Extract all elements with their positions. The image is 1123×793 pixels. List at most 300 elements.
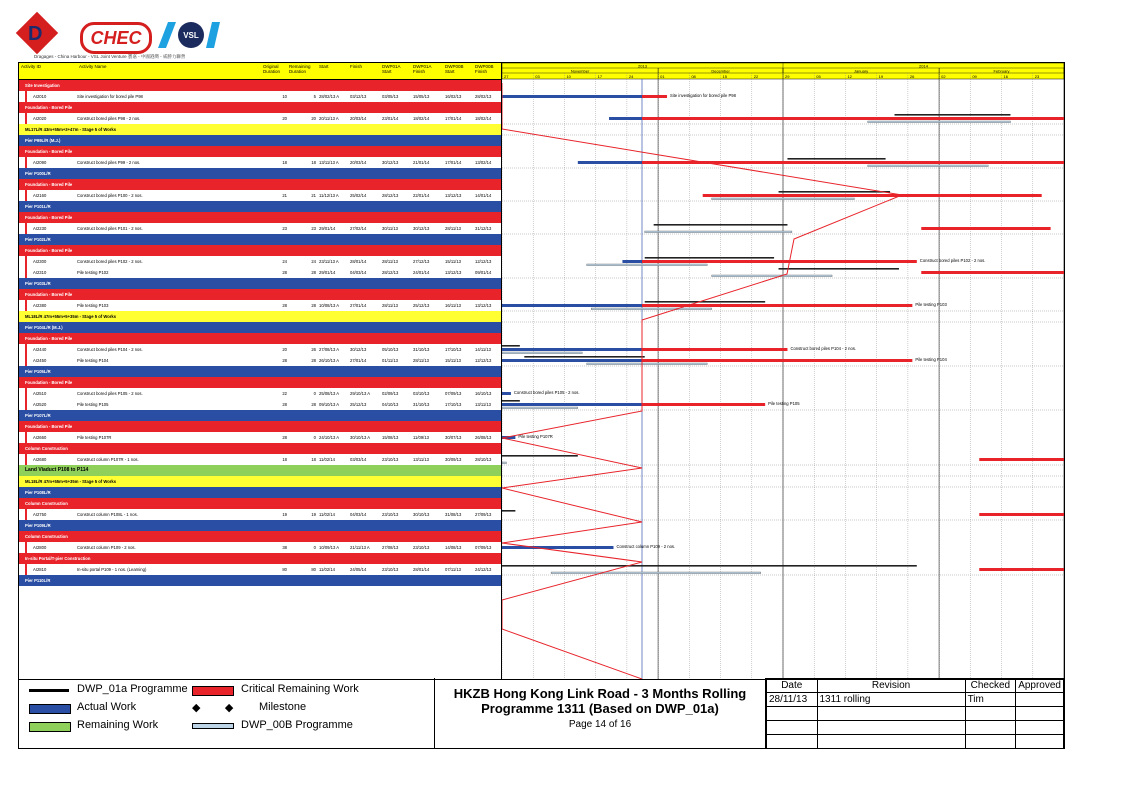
rev-header-revision: Revision (817, 679, 965, 693)
year-label: 2014 (919, 63, 928, 69)
cell-name: Construct column P108L - 1 nos. (77, 512, 138, 517)
section-band: Foundation - Bored Pile (19, 245, 501, 256)
cell-f2: 18/02/14 (475, 116, 492, 121)
critical-bar (979, 513, 1064, 516)
section-band: ML18L/R 47m+55m+5+35m - Stage 5 of Works (19, 311, 501, 322)
cell-s2: 07/11/13 (445, 567, 461, 572)
week-label: 29 (785, 73, 790, 79)
cell-rd: 80 (311, 567, 316, 572)
cell-f: 04/03/14 (350, 512, 367, 517)
cell-rd: 20 (311, 116, 316, 121)
table-header (19, 63, 501, 80)
cell-s2: 16/11/13 (445, 303, 461, 308)
cell-id: AI2450 (33, 358, 47, 363)
cell-name: In-situ portal P109 - 1 nos. (Learning) (77, 567, 147, 572)
cell-s1: 23/10/13 (382, 457, 399, 462)
section-band: Pier P110L/R (19, 575, 501, 586)
col-orig-dur: Original Duration (263, 64, 281, 74)
cell-f1: 18/02/14 (413, 116, 430, 121)
bar-label: Pile testing P105 (768, 401, 800, 406)
table-row (19, 267, 501, 278)
dwp00b-bar (712, 198, 855, 200)
cell-s: 26/10/13 A (319, 358, 340, 363)
cell-f1: 25/12/13 (413, 303, 430, 308)
cell-f2: 14/11/13 (475, 347, 491, 352)
cell-f1: 23/10/13 (413, 545, 430, 550)
cell-id: AI2440 (33, 347, 47, 352)
table-row (19, 91, 501, 102)
actual-bar (502, 546, 614, 549)
cell-od: 38 (282, 545, 287, 550)
gantt-chart (502, 63, 1064, 679)
cell-f: 30/12/13 (350, 347, 367, 352)
cell-s: 11/12/13 A (319, 193, 339, 198)
section-band: ML17L/R 43m+55m+3+47m - Stage 5 of Works (19, 124, 501, 135)
cell-s2: 16/02/13 (445, 94, 462, 99)
section-band: Foundation - Bored Pile (19, 289, 501, 300)
section-band: Foundation - Bored Pile (19, 333, 501, 344)
cell-f2: 07/09/13 (475, 545, 492, 550)
cell-f: 03/03/14 (350, 457, 367, 462)
cell-od: 22 (282, 391, 287, 396)
month-label: January (853, 68, 869, 74)
rev-header-approved: Approved (1016, 679, 1064, 693)
section-band: Foundation - Bored Pile (19, 179, 501, 190)
cell-s2: 13/12/13 (445, 193, 462, 198)
section-band: Foundation - Bored Pile (19, 377, 501, 388)
col-start: Start (319, 64, 329, 69)
cell-name: Construct bored piles P104 - 2 nos. (77, 347, 143, 352)
col-activity-name: Activity Name (79, 64, 107, 69)
cell-f2: 26/08/13 (475, 435, 492, 440)
week-label: 09 (972, 73, 977, 79)
table-row (19, 300, 501, 311)
cell-name: Construct bored piles P102 - 2 nos. (77, 259, 143, 264)
cell-s2: 31/08/13 (445, 512, 462, 517)
bar-label: Construct bored piles P104 - 2 nos. (790, 346, 857, 351)
dwp00b-bar (502, 352, 582, 354)
cell-f2: 13/11/13 (475, 402, 491, 407)
critical-bar (642, 95, 667, 98)
legend-dwp00b: DWP_00B Programme (241, 719, 353, 731)
cell-id: AI2020 (33, 116, 47, 121)
cell-rd: 0 (313, 391, 316, 396)
table-row (19, 190, 501, 201)
legend-milestone-icon: ◆ ◆ (192, 702, 234, 714)
week-label: 05 (816, 73, 821, 79)
cell-rd: 18 (311, 160, 316, 165)
cell-f: 21/11/13 A (350, 545, 370, 550)
legend-dwp01a: DWP_01a Programme (77, 683, 188, 695)
cell-f: 29/10/13 A (350, 391, 371, 396)
cell-s: 23/11/13 A (319, 259, 339, 264)
cell-f1: 11/09/13 (413, 435, 429, 440)
cell-rd: 28 (311, 303, 316, 308)
cell-f2: 12/12/13 (475, 259, 492, 264)
legend (19, 678, 435, 748)
week-label: 27 (504, 73, 509, 79)
gantt-svg (502, 63, 1064, 679)
cell-f1: 27/12/13 (413, 259, 430, 264)
cell-s1: 28/12/13 (382, 193, 399, 198)
cell-od: 80 (282, 567, 287, 572)
cell-s1: 02/09/13 (382, 391, 399, 396)
table-row (19, 564, 501, 575)
dwp01a-bar (524, 356, 644, 358)
title-line2: Programme 1311 (Based on DWP_01a) (481, 701, 719, 716)
critical-bar (703, 194, 1042, 197)
cell-s1: 05/10/13 (382, 347, 399, 352)
rev-date: 28/11/13 (767, 693, 818, 707)
table-row (19, 113, 501, 124)
cell-f: 30/10/13 A (350, 435, 371, 440)
critical-bar (979, 568, 1064, 571)
cell-s2: 15/11/13 (445, 259, 461, 264)
footer (18, 678, 1065, 749)
actual-bar (502, 304, 642, 307)
page-number: Page 14 of 16 (568, 719, 632, 730)
cell-od: 28 (282, 402, 287, 407)
cell-f1: 13/11/13 (413, 457, 429, 462)
table-row (19, 157, 501, 168)
cell-s1: 01/11/13 (382, 358, 398, 363)
critical-bar (642, 117, 1064, 120)
legend-actual-swatch (29, 704, 71, 714)
cell-s2: 17/10/13 (445, 402, 462, 407)
cell-name: Construct column P109 - 2 nos. (77, 545, 136, 550)
cell-id: AI2800 (33, 545, 47, 550)
cell-f: 25/12/13 (350, 402, 367, 407)
table-row (19, 509, 501, 520)
cell-rd: 28 (311, 270, 316, 275)
cell-name: Site investigation for bored pile P98 (77, 94, 143, 99)
cell-s1: 28/11/13 (382, 259, 398, 264)
cell-f2: 24/12/13 (475, 567, 492, 572)
cell-f: 27/01/14 (350, 358, 367, 363)
cell-s: 27/08/13 A (319, 347, 340, 352)
cell-f1: 21/01/14 (413, 160, 430, 165)
week-label: 23 (1034, 73, 1040, 79)
section-band: Pier P109L/R (19, 520, 501, 531)
cell-rd: 0 (313, 545, 316, 550)
cell-rd: 28 (311, 402, 316, 407)
cell-name: Construct bored piles P98 - 2 nos. (77, 116, 141, 121)
section-band: Foundation - Bored Pile (19, 102, 501, 113)
cell-id: AI2010 (33, 94, 47, 99)
week-label: 19 (878, 73, 884, 79)
cell-id: AI2310 (33, 270, 47, 275)
cell-od: 19 (282, 512, 287, 517)
title-line1: HKZB Hong Kong Link Road - 3 Months Rolling (453, 686, 747, 701)
cell-rd: 24 (311, 259, 316, 264)
section-band: Pier P104L/R (M.J.) (19, 322, 501, 333)
cell-f1: 31/10/13 (413, 347, 430, 352)
table-row (19, 399, 501, 410)
logo-strip (18, 18, 518, 60)
cell-rd: 28 (311, 358, 316, 363)
week-label: 12 (847, 73, 852, 79)
cell-f1: 28/11/13 (413, 358, 429, 363)
section-band: Pier P102L/R (19, 234, 501, 245)
cell-f: 25/02/14 (350, 193, 367, 198)
cell-rd: 18 (311, 457, 316, 462)
cell-s1: 27/08/13 (382, 545, 399, 550)
rev-checked: Tim (965, 693, 1016, 707)
table-row (19, 542, 501, 553)
bar-label: Construct bored piles P105 - 2 nos. (513, 390, 580, 395)
cell-id: AI2230 (33, 226, 47, 231)
dwp01a-bar (645, 301, 765, 303)
legend-milestone: Milestone (259, 701, 307, 713)
critical-bar (921, 227, 1050, 230)
dwp01a-bar (502, 345, 520, 347)
legend-actual: Actual Work (77, 701, 137, 713)
section-band: Pier P99L/R (M.J.) (19, 135, 501, 146)
cell-name: Construct bored piles P105 - 2 nos. (77, 391, 143, 396)
cell-f2: 12/12/13 (475, 358, 492, 363)
cell-s2: 30/09/13 (445, 457, 462, 462)
bar-label: Pile testing P103 (915, 302, 947, 307)
critical-bar (921, 271, 1064, 274)
activity-rows (19, 80, 501, 586)
week-label: 26 (909, 73, 915, 79)
col-dwp00b-finish: DWP00B Finish (475, 64, 494, 74)
cell-f: 27/02/14 (350, 226, 367, 231)
company-line: Dragages - China Harbour - VSL Joint Venture 寶嘉 - 中國港灣 - 威勝力聯營 (34, 54, 186, 59)
cell-od: 24 (282, 259, 287, 264)
cell-s: 11/02/14 (319, 512, 335, 517)
bar-label: Site investigation for bored pile P98 (670, 93, 736, 98)
dragages-logo: D (18, 18, 58, 52)
bar-label: Pile testing P107R (518, 434, 553, 439)
dwp00b-bar (587, 264, 707, 266)
dwp01a-bar (779, 191, 891, 193)
cell-id: AI2520 (33, 402, 47, 407)
week-label: 10 (566, 73, 571, 79)
cell-f2: 28/02/13 (475, 94, 492, 99)
cell-f: 20/03/14 (350, 160, 367, 165)
cell-f: 03/12/13 (350, 94, 367, 99)
cell-s2: 15/11/13 (445, 358, 461, 363)
dwp01a-bar (502, 565, 917, 567)
col-rem-dur: Remaining Duration (289, 64, 311, 74)
cell-od: 21 (282, 193, 287, 198)
cell-f: 04/03/14 (350, 270, 367, 275)
cell-name: Construct bored piles P101 - 2 nos. (77, 226, 143, 231)
critical-bar (642, 403, 765, 406)
cell-s1: 03/05/13 (382, 94, 399, 99)
cell-od: 23 (282, 226, 287, 231)
section-band: Column Construction (19, 498, 501, 509)
month-label: December (711, 68, 730, 74)
cell-f1: 28/01/14 (413, 567, 430, 572)
cell-f1: 22/01/14 (413, 193, 430, 198)
actual-bar (502, 403, 642, 406)
cell-id: AI2510 (33, 391, 47, 396)
critical-bar (642, 359, 912, 362)
cell-rd: 5 (313, 94, 316, 99)
cell-s: 10/08/13 A (319, 303, 340, 308)
section-band: Land Viaduct P108 to P114 (19, 465, 501, 476)
svg-text:VSL: VSL (183, 31, 199, 40)
rev-header-date: Date (767, 679, 818, 693)
week-label: 03 (535, 73, 540, 79)
cell-s: 11/02/14 (319, 567, 335, 572)
cell-id: AI2810 (33, 567, 47, 572)
week-label: 17 (597, 73, 603, 79)
section-band: Pier P108L/R (19, 487, 501, 498)
cell-od: 28 (282, 270, 287, 275)
section-band: Pier P105L/R (19, 366, 501, 377)
actual-bar (502, 392, 511, 395)
week-label: 16 (1003, 73, 1009, 79)
table-row (19, 344, 501, 355)
cell-rd: 0 (313, 435, 316, 440)
actual-bar (609, 117, 642, 120)
cell-id: AI2660 (33, 435, 47, 440)
cell-s1: 30/11/13 (382, 226, 398, 231)
bar-label: Pile testing P104 (915, 357, 947, 362)
actual-bar (502, 348, 642, 351)
cell-name: Pile testing P104 (77, 358, 109, 363)
cell-id: AI2300 (33, 259, 47, 264)
cell-od: 28 (282, 303, 287, 308)
dwp01a-bar (502, 400, 520, 402)
cell-s2: 17/01/14 (445, 116, 462, 121)
cell-name: Pile testing P107R (77, 435, 112, 440)
table-row (19, 355, 501, 366)
section-band: Column Construction (19, 443, 501, 454)
rev-revision: 1311 rolling (817, 693, 965, 707)
table-row (19, 432, 501, 443)
cell-s2: 28/11/13 (445, 226, 461, 231)
legend-dwp00b-swatch (192, 723, 234, 729)
table-row (19, 256, 501, 267)
cell-od: 20 (282, 116, 287, 121)
section-band: Column Construction (19, 531, 501, 542)
critical-bar (642, 348, 787, 351)
cell-s1: 15/08/13 (382, 435, 399, 440)
critical-bar (979, 458, 1064, 461)
cell-f: 27/01/14 (350, 303, 367, 308)
cell-s1: 28/11/13 (382, 303, 398, 308)
dwp00b-bar (868, 121, 1011, 123)
section-band: Foundation - Bored Pile (19, 212, 501, 223)
cell-s2: 13/12/13 (445, 270, 462, 275)
week-label: 15 (722, 73, 728, 79)
dwp00b-bar (712, 275, 832, 277)
cell-od: 20 (282, 347, 287, 352)
week-label: 02 (941, 73, 946, 79)
cell-id: AI2160 (33, 193, 47, 198)
rev-approved (1016, 693, 1064, 707)
cell-s: 25/08/13 A (319, 391, 340, 396)
month-label: February (993, 68, 1010, 74)
cell-s1: 23/01/14 (382, 116, 399, 121)
section-band: Pier P107L/R (19, 410, 501, 421)
actual-bar (502, 95, 642, 98)
col-finish: Finish (350, 64, 363, 69)
cell-f2: 16/10/13 (475, 391, 492, 396)
cell-od: 18 (282, 457, 287, 462)
cell-s: 28/02/13 A (319, 94, 340, 99)
cell-f2: 13/02/14 (475, 160, 492, 165)
dwp00b-bar (645, 231, 792, 233)
critical-bar (642, 260, 917, 263)
dwp00b-bar (868, 165, 988, 167)
cell-f2: 09/01/14 (475, 270, 492, 275)
cell-s2: 30/07/13 (445, 435, 462, 440)
cell-s1: 23/10/13 (382, 512, 399, 517)
col-dwp00b-start: DWP00B Start (445, 64, 464, 74)
cell-od: 28 (282, 358, 287, 363)
cell-f1: 31/10/13 (413, 402, 430, 407)
dwp01a-bar (645, 257, 774, 259)
week-label: 22 (753, 73, 759, 79)
cell-f1: 15/05/13 (413, 94, 430, 99)
cell-s: 20/11/13 A (319, 116, 339, 121)
section-band: Site Investigation (19, 80, 501, 91)
cell-s: 29/01/14 (319, 270, 336, 275)
year-label: 2013 (638, 63, 647, 69)
cell-name: Pile testing P102 (77, 270, 109, 275)
section-band: Foundation - Bored Pile (19, 421, 501, 432)
cell-name: Construct bored piles P100 - 2 nos. (77, 193, 143, 198)
dwp01a-bar (779, 268, 899, 270)
cell-s1: 30/12/13 (382, 160, 399, 165)
cell-rd: 26 (311, 347, 316, 352)
table-row (19, 223, 501, 234)
cell-f1: 30/12/13 (413, 226, 430, 231)
cell-name: Construct bored piles P99 - 2 nos. (77, 160, 141, 165)
dwp01a-bar (654, 224, 788, 226)
month-label: November (570, 68, 590, 74)
cell-name: Construct column P107R - 1 nos. (77, 457, 139, 462)
table-row (19, 388, 501, 399)
cell-od: 18 (282, 160, 287, 165)
actual-bar (622, 260, 642, 263)
dwp01a-bar (895, 114, 1011, 116)
cell-name: Pile testing P105 (77, 402, 109, 407)
cell-s1: 28/12/13 (382, 270, 399, 275)
dwp00b-bar (502, 407, 578, 409)
cell-s: 09/10/13 A (319, 402, 340, 407)
cell-s: 13/11/13 A (319, 160, 339, 165)
cell-f1: 24/01/14 (413, 270, 430, 275)
cell-rd: 19 (311, 512, 316, 517)
week-label: 08 (691, 73, 696, 79)
cell-s: 24/10/13 A (319, 435, 340, 440)
week-label: 24 (628, 73, 634, 79)
cell-f1: 30/10/13 (413, 512, 430, 517)
cell-f2: 14/01/14 (475, 193, 492, 198)
title-box (435, 678, 766, 748)
chec-logo: CHEC (80, 22, 152, 54)
cell-od: 10 (282, 94, 287, 99)
actual-bar (578, 161, 642, 164)
legend-critical: Critical Remaining Work (241, 683, 359, 695)
cell-id: AI2750 (33, 512, 47, 517)
cell-s: 29/01/14 (319, 226, 336, 231)
cell-s2: 17/01/14 (445, 160, 462, 165)
section-band: Foundation - Bored Pile (19, 146, 501, 157)
table-row (19, 454, 501, 465)
cell-od: 28 (282, 435, 287, 440)
section-band: Pier P100L/R (19, 168, 501, 179)
cell-s2: 07/09/13 (445, 391, 462, 396)
dwp00b-bar (587, 363, 707, 365)
cell-id: AI2680 (33, 457, 47, 462)
